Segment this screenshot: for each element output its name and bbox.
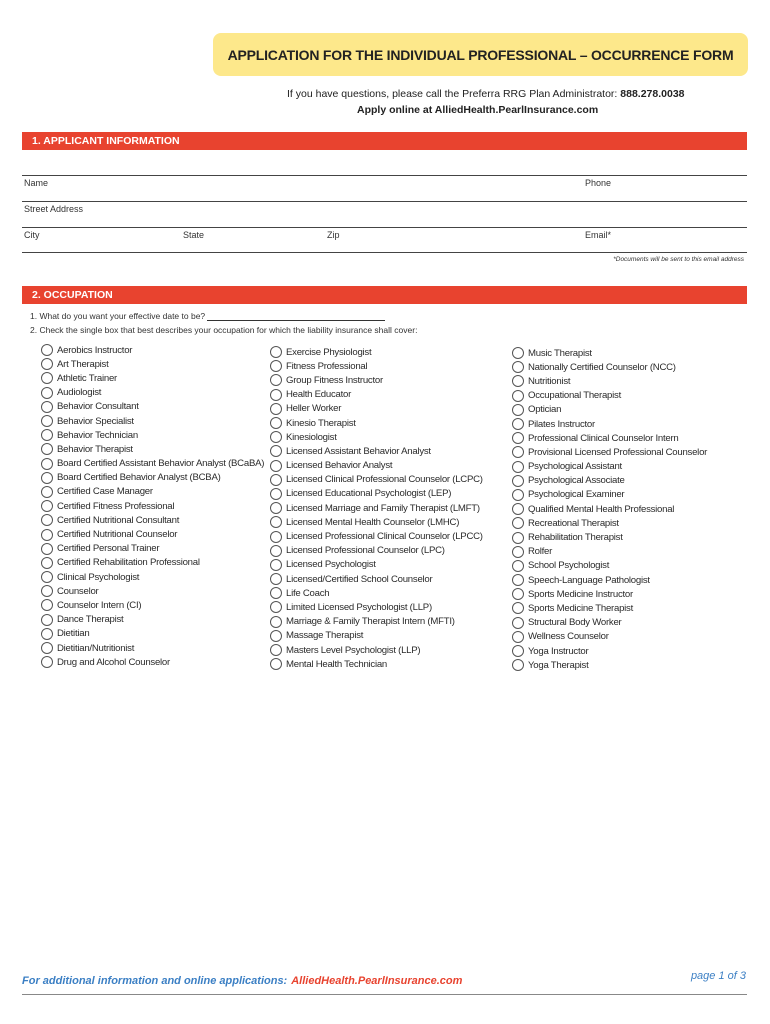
occupation-option[interactable]	[512, 374, 707, 388]
occupation-option[interactable]	[41, 655, 264, 669]
occupation-label: Exercise Physiologist	[286, 346, 372, 358]
occupation-label: Counselor	[57, 585, 99, 597]
radio-button[interactable]	[512, 532, 524, 544]
occupation-option[interactable]	[270, 345, 483, 359]
radio-button[interactable]	[270, 488, 282, 500]
occupation-label: Optician	[528, 404, 562, 416]
occupation-label: Certified Nutritional Consultant	[57, 514, 180, 526]
city-label: City	[24, 230, 40, 240]
radio-button[interactable]	[41, 472, 53, 484]
street-address-label: Street Address	[24, 204, 84, 214]
radio-button[interactable]	[41, 571, 53, 583]
radio-button[interactable]	[41, 514, 53, 526]
occupation-option[interactable]	[512, 587, 707, 601]
occupation-label: Dance Therapist	[57, 614, 124, 626]
footer-info	[22, 975, 462, 987]
radio-button[interactable]	[41, 372, 53, 384]
occupation-label: School Psychologist	[528, 560, 610, 572]
radio-button[interactable]	[512, 503, 524, 515]
occupation-option[interactable]	[512, 658, 707, 672]
occupation-label: Pilates Instructor	[528, 418, 595, 430]
occupation-label: Health Educator	[286, 389, 352, 401]
occupation-option[interactable]	[270, 402, 483, 416]
occupation-question: 2. Check the single box that best describes your occupation for which the liability insurance shall cover:	[30, 325, 418, 335]
section-1-title: 1. APPLICANT INFORMATION	[32, 135, 180, 147]
occupation-option[interactable]	[41, 556, 264, 570]
occupation-option[interactable]	[41, 641, 264, 655]
occupation-option[interactable]	[512, 516, 707, 530]
radio-button[interactable]	[41, 415, 53, 427]
occupation-option[interactable]	[512, 431, 707, 445]
radio-button[interactable]	[270, 630, 282, 642]
effective-date-input[interactable]	[207, 311, 385, 321]
page-number: page 1 of 3	[690, 970, 746, 982]
occupation-option[interactable]	[270, 373, 483, 387]
occupation-label: Qualified Mental Health Professional	[528, 503, 675, 515]
effective-date-question	[30, 311, 385, 321]
occupation-option[interactable]	[270, 515, 483, 529]
occupation-label: Certified Rehabilitation Professional	[57, 557, 200, 569]
occupation-option[interactable]	[512, 389, 707, 403]
radio-button[interactable]	[270, 559, 282, 571]
radio-button[interactable]	[41, 642, 53, 654]
radio-button[interactable]	[41, 486, 53, 498]
occupation-option[interactable]	[270, 444, 483, 458]
occupation-option[interactable]	[41, 414, 264, 428]
radio-button[interactable]	[270, 545, 282, 557]
occupation-label: Licensed Behavior Analyst	[286, 460, 393, 472]
occupation-label: Heller Worker	[286, 403, 342, 415]
occupation-label: Sports Medicine Therapist	[528, 602, 634, 614]
occupation-option[interactable]	[41, 627, 264, 641]
occupation-option[interactable]	[270, 657, 483, 671]
radio-button[interactable]	[41, 529, 53, 541]
occupation-label: Rehabilitation Therapist	[528, 532, 623, 544]
email-label: Email*	[585, 230, 612, 240]
occupation-label: Certified Fitness Professional	[57, 500, 175, 512]
radio-button[interactable]	[41, 401, 53, 413]
occupation-label: Group Fitness Instructor	[286, 374, 383, 386]
radio-button[interactable]	[270, 403, 282, 415]
footer-divider	[22, 994, 747, 995]
radio-button[interactable]	[270, 601, 282, 613]
occupation-label: Behavior Specialist	[57, 415, 134, 427]
name-field-line[interactable]	[22, 175, 747, 176]
section-occupation	[22, 286, 747, 304]
occupation-option[interactable]	[512, 559, 707, 573]
occupation-option[interactable]	[512, 530, 707, 544]
occupation-option[interactable]	[512, 460, 707, 474]
occupation-label: Licensed/Certified School Counselor	[286, 573, 433, 585]
occupation-option[interactable]	[512, 346, 707, 360]
radio-button[interactable]	[41, 585, 53, 597]
radio-button[interactable]	[270, 374, 282, 386]
occupation-label: Behavior Therapist	[57, 443, 133, 455]
occupation-label: Art Therapist	[57, 358, 109, 370]
occupation-option[interactable]	[41, 598, 264, 612]
apply-online-text: Apply online at AlliedHealth.PearlInsurance.com	[357, 104, 599, 116]
occupation-label: Structural Body Worker	[528, 617, 622, 629]
occupation-label: Wellness Counselor	[528, 631, 609, 643]
occupation-option[interactable]	[512, 403, 707, 417]
radio-button[interactable]	[41, 429, 53, 441]
radio-button[interactable]	[41, 500, 53, 512]
radio-button[interactable]	[41, 358, 53, 370]
radio-button[interactable]	[512, 588, 524, 600]
radio-button[interactable]	[41, 557, 53, 569]
radio-button[interactable]	[270, 587, 282, 599]
occupation-label: Aerobics Instructor	[57, 344, 133, 356]
occupation-option[interactable]	[270, 430, 483, 444]
occupation-option[interactable]	[512, 360, 707, 374]
occupation-label: Licensed Marriage and Family Therapist (LMFT)	[286, 502, 480, 514]
occupation-option[interactable]	[270, 529, 483, 543]
occupation-option[interactable]	[512, 616, 707, 630]
occupation-option[interactable]	[41, 499, 264, 513]
radio-button[interactable]	[512, 475, 524, 487]
occupation-label: Behavior Technician	[57, 429, 138, 441]
street-field-line[interactable]	[22, 201, 747, 202]
occupation-option[interactable]	[270, 544, 483, 558]
occupation-option[interactable]	[270, 586, 483, 600]
radio-button[interactable]	[512, 461, 524, 473]
occupation-label: Psychological Associate	[528, 475, 625, 487]
radio-button[interactable]	[270, 502, 282, 514]
occupation-label: Psychological Assistant	[528, 461, 622, 473]
radio-button[interactable]	[270, 644, 282, 656]
occupation-option[interactable]	[41, 485, 264, 499]
occupation-label: Certified Personal Trainer	[57, 543, 160, 555]
occupation-label: Licensed Mental Health Counselor (LMHC)	[286, 516, 460, 528]
radio-button[interactable]	[41, 543, 53, 555]
occupation-label: Board Certified Behavior Analyst (BCBA)	[57, 472, 221, 484]
occupation-option[interactable]	[270, 558, 483, 572]
occupation-label: Rolfer	[528, 546, 553, 558]
radio-button[interactable]	[270, 445, 282, 457]
occupation-option[interactable]	[41, 613, 264, 627]
occupation-option[interactable]	[270, 459, 483, 473]
radio-button[interactable]	[41, 458, 53, 470]
occupation-label: Massage Therapist	[286, 630, 364, 642]
occupation-option[interactable]	[270, 629, 483, 643]
radio-button[interactable]	[512, 617, 524, 629]
radio-button[interactable]	[270, 417, 282, 429]
occupation-option[interactable]	[270, 643, 483, 657]
occupation-option[interactable]	[512, 601, 707, 615]
radio-button[interactable]	[41, 344, 53, 356]
radio-button[interactable]	[512, 404, 524, 416]
occupation-option[interactable]	[41, 513, 264, 527]
contact-phone: 888.278.0038	[620, 88, 685, 100]
city-field-line-bottom[interactable]	[22, 252, 747, 253]
section-2-title: 2. OCCUPATION	[32, 289, 113, 301]
radio-button[interactable]	[512, 418, 524, 430]
email-note: *Documents will be sent to this email address	[613, 256, 744, 263]
radio-button[interactable]	[270, 531, 282, 543]
radio-button[interactable]	[512, 375, 524, 387]
occupation-option[interactable]	[512, 445, 707, 459]
contact-text: If you have questions, please call the Preferra RRG Plan Administrator:	[287, 88, 618, 100]
occupation-label: Clinical Psychologist	[57, 571, 140, 583]
occupation-label: Licensed Assistant Behavior Analyst	[286, 445, 431, 457]
occupation-option[interactable]	[512, 474, 707, 488]
radio-button[interactable]	[512, 347, 524, 359]
radio-button[interactable]	[270, 389, 282, 401]
zip-label: Zip	[327, 230, 340, 240]
occupation-option[interactable]	[270, 487, 483, 501]
radio-button[interactable]	[270, 573, 282, 585]
occupation-label: Professional Clinical Counselor Intern	[528, 432, 679, 444]
occupation-label: Licensed Psychologist	[286, 559, 376, 571]
occupation-option[interactable]	[41, 386, 264, 400]
occupation-label: Yoga Instructor	[528, 645, 589, 657]
occupation-label: Licensed Professional Counselor (LPC)	[286, 545, 445, 557]
occupation-label: Occupational Therapist	[528, 390, 621, 402]
occupation-option[interactable]	[41, 371, 264, 385]
occupation-label: Kinesio Therapist	[286, 417, 356, 429]
occupation-option[interactable]	[270, 572, 483, 586]
occupation-option[interactable]	[512, 417, 707, 431]
section-applicant-information	[22, 132, 747, 150]
radio-button[interactable]	[41, 443, 53, 455]
occupation-label: Recreational Therapist	[528, 517, 619, 529]
occupation-option[interactable]	[270, 388, 483, 402]
occupation-column-1	[41, 343, 264, 669]
phone-label: Phone	[585, 178, 612, 188]
occupation-option[interactable]	[512, 545, 707, 559]
radio-button[interactable]	[512, 361, 524, 373]
radio-button[interactable]	[270, 516, 282, 528]
occupation-label: Music Therapist	[528, 347, 592, 359]
occupation-option[interactable]	[41, 570, 264, 584]
radio-button[interactable]	[270, 658, 282, 670]
state-label: State	[183, 230, 205, 240]
occupation-option[interactable]	[41, 400, 264, 414]
occupation-label: Limited Licensed Psychologist (LLP)	[286, 601, 432, 613]
occupation-label: Licensed Clinical Professional Counselor (LCPC)	[286, 474, 483, 486]
occupation-label: Psychological Examiner	[528, 489, 625, 501]
radio-button[interactable]	[41, 628, 53, 640]
occupation-label: Counselor Intern (CI)	[57, 599, 142, 611]
radio-button[interactable]	[512, 560, 524, 572]
occupation-option[interactable]	[270, 615, 483, 629]
radio-button[interactable]	[270, 474, 282, 486]
form-title	[213, 33, 748, 76]
occupation-label: Dietitian/Nutritionist	[57, 642, 135, 654]
radio-button[interactable]	[512, 390, 524, 402]
occupation-option[interactable]	[512, 502, 707, 516]
contact-line	[287, 88, 685, 100]
occupation-option[interactable]	[41, 457, 264, 471]
occupation-option[interactable]	[41, 542, 264, 556]
occupation-column-2	[270, 345, 483, 671]
occupation-label: Kinesiologist	[286, 431, 337, 443]
occupation-label: Nutritionist	[528, 375, 571, 387]
occupation-label: Certified Case Manager	[57, 486, 153, 498]
radio-button[interactable]	[41, 614, 53, 626]
form-title-text: APPLICATION FOR THE INDIVIDUAL PROFESSIONAL – OCCURRENCE FORM	[227, 46, 734, 63]
occupation-option[interactable]	[512, 573, 707, 587]
radio-button[interactable]	[512, 446, 524, 458]
occupation-label: Sports Medicine Instructor	[528, 588, 633, 600]
radio-button[interactable]	[512, 546, 524, 558]
occupation-option[interactable]	[41, 357, 264, 371]
occupation-option[interactable]	[512, 488, 707, 502]
occupation-label: Mental Health Technician	[286, 658, 388, 670]
occupation-option[interactable]	[41, 527, 264, 541]
radio-button[interactable]	[512, 574, 524, 586]
occupation-option[interactable]	[270, 473, 483, 487]
radio-button[interactable]	[41, 599, 53, 611]
occupation-label: Licensed Educational Psychologist (LEP)	[286, 488, 452, 500]
occupation-label: Provisional Licensed Professional Counselor	[528, 446, 708, 458]
occupation-option[interactable]	[270, 501, 483, 515]
occupation-option[interactable]	[41, 471, 264, 485]
radio-button[interactable]	[512, 631, 524, 643]
occupation-column-3	[512, 346, 707, 672]
occupation-label: Fitness Professional	[286, 360, 368, 372]
occupation-label: Nationally Certified Counselor (NCC)	[528, 361, 676, 373]
radio-button[interactable]	[270, 360, 282, 372]
occupation-option[interactable]	[41, 428, 264, 442]
occupation-label: Certified Nutritional Counselor	[57, 529, 178, 541]
radio-button[interactable]	[41, 656, 53, 668]
radio-button[interactable]	[512, 645, 524, 657]
occupation-label: Dietitian	[57, 628, 90, 640]
radio-button[interactable]	[512, 432, 524, 444]
footer-text: For additional information and online applications:	[22, 975, 288, 987]
occupation-label: Speech-Language Pathologist	[528, 574, 650, 586]
occupation-option[interactable]	[270, 359, 483, 373]
occupation-option[interactable]	[41, 343, 264, 357]
radio-button[interactable]	[270, 346, 282, 358]
occupation-label: Masters Level Psychologist (LLP)	[286, 644, 421, 656]
radio-button[interactable]	[512, 659, 524, 671]
occupation-option[interactable]	[270, 416, 483, 430]
radio-button[interactable]	[512, 602, 524, 614]
occupation-label: Marriage & Family Therapist Intern (MFTI)	[286, 616, 455, 628]
radio-button[interactable]	[41, 387, 53, 399]
occupation-label: Life Coach	[286, 587, 330, 599]
occupation-label: Audiologist	[57, 387, 102, 399]
occupation-label: Drug and Alcohol Counselor	[57, 656, 170, 668]
occupation-label: Behavior Consultant	[57, 401, 139, 413]
occupation-option[interactable]	[512, 644, 707, 658]
occupation-label: Athletic Trainer	[57, 372, 117, 384]
occupation-option[interactable]	[41, 442, 264, 456]
occupation-label: Licensed Professional Clinical Counselor (LPCC)	[286, 531, 483, 543]
radio-button[interactable]	[270, 616, 282, 628]
radio-button[interactable]	[270, 431, 282, 443]
occupation-option[interactable]	[41, 584, 264, 598]
city-field-line-top[interactable]	[22, 227, 747, 228]
footer-link[interactable]: AlliedHealth.PearlInsurance.com	[291, 975, 463, 987]
radio-button[interactable]	[512, 517, 524, 529]
effective-date-label: 1. What do you want your effective date to be?	[30, 311, 206, 321]
occupation-label: Board Certified Assistant Behavior Analyst (BCaBA)	[57, 458, 265, 470]
occupation-option[interactable]	[270, 600, 483, 614]
radio-button[interactable]	[512, 489, 524, 501]
occupation-label: Yoga Therapist	[528, 659, 589, 671]
name-label: Name	[24, 178, 49, 188]
radio-button[interactable]	[270, 460, 282, 472]
occupation-option[interactable]	[512, 630, 707, 644]
